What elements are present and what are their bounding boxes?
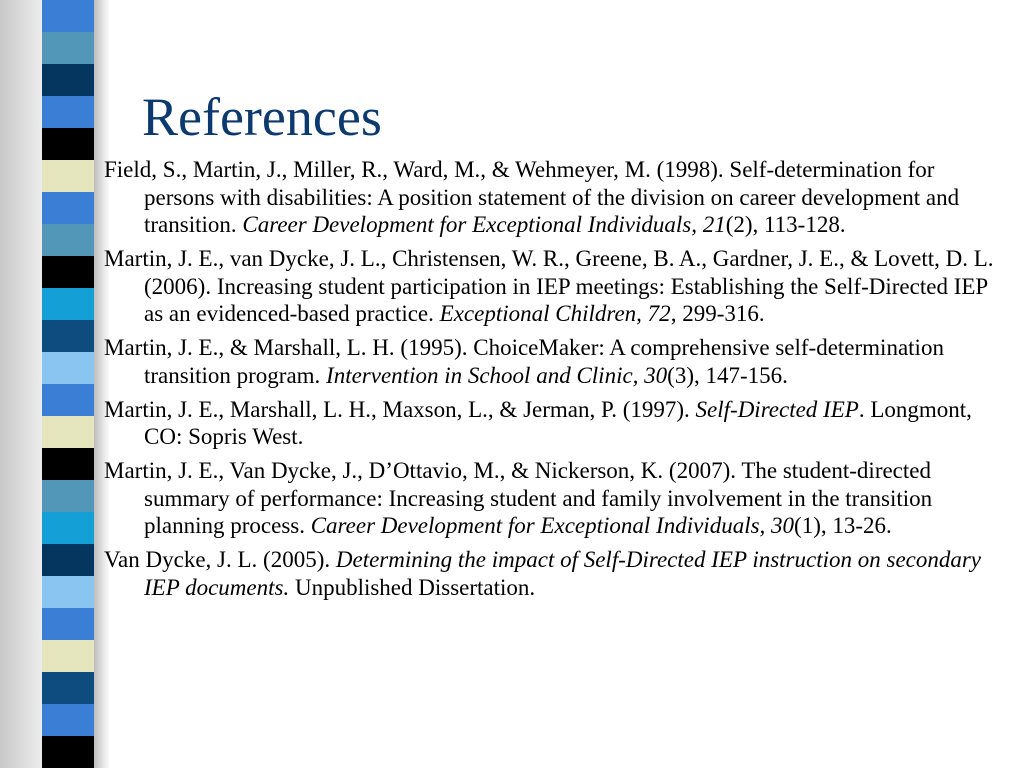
reference-text: (1), 13-26. [794,513,892,538]
stripe-band [42,640,94,673]
stripe-band [42,384,94,417]
stripe-band [42,320,94,353]
reference-text: Martin, J. E., Van Dycke, J., D’Ottavio, M., & Nickerson, K. (2007). The student-directed summary of performance: Increasing student and family involvement in the transition planning process. [104,458,933,538]
reference-source-title: Determining the impact of Self-Directed IEP instruction on secondary IEP documents. [144,547,982,600]
slide-title: References [142,87,382,147]
stripe-band [42,544,94,577]
reference-item [104,156,994,239]
stripe-band [42,416,94,449]
reference-item [104,546,994,601]
reference-source-title: Career Development for Exceptional Individuals, 30 [310,513,795,538]
stripe-band [42,288,94,321]
reference-source-title: Career Development for Exceptional Individuals, 21 [242,212,726,237]
stripe-band [42,608,94,641]
stripe-band [42,576,94,609]
reference-text: Martin, J. E., Marshall, L. H., Maxson, L., & Jerman, P. (1997). [104,396,696,422]
reference-item [104,245,994,328]
stripe-band [42,672,94,705]
reference-source-title: Exceptional Children, 72 [439,301,671,326]
stripe-band [42,160,94,193]
stripe-band [42,128,94,161]
stripe-band [42,32,94,65]
reference-text: . Longmont, CO: Sopris West. [144,396,972,449]
reference-list [104,156,994,608]
stripe-band [42,736,94,768]
reference-text: Martin, J. E., & Marshall, L. H. (1995). ChoiceMaker: A comprehensive self-determination transition program. [104,335,944,388]
reference-text: (3), 147-156. [667,362,788,388]
stripe-band [42,256,94,289]
stripe-band [42,448,94,481]
reference-text: (2), 113-128. [725,212,846,237]
stripe-band [42,352,94,385]
reference-text: Field, S., Martin, J., Miller, R., Ward, M., & Wehmeyer, M. (1998). Self-determination for persons with disabilities: A position statement of the division on career development and transition. [104,157,960,237]
stripe-band [42,480,94,513]
stripe-band [42,192,94,225]
reference-text: Unpublished Dissertation. [289,574,536,600]
reference-item [104,334,994,389]
stripe-band [42,0,94,33]
reference-text: Martin, J. E., van Dycke, J. L., Christensen, W. R., Greene, B. A., Gardner, J. E., & Lovett, D. L. (2006). Increasing student participation in IEP meetings: Establishing the Self-Directed IEP as an evidenced-based practice. [104,246,994,326]
stripe-band [42,64,94,97]
reference-text: , 299-316. [670,301,765,326]
stripe-band [42,704,94,737]
stripe-band [42,224,94,257]
reference-text: Van Dycke, J. L. (2005). [104,547,336,572]
stripe-band [42,96,94,129]
reference-item [104,457,994,540]
decorative-stripe [42,0,94,768]
stripe-shadow-left [0,0,42,768]
reference-source-title: Intervention in School and Clinic, 30 [326,362,668,388]
stripe-band [42,512,94,545]
reference-item [104,396,994,451]
reference-source-title: Self-Directed IEP [695,396,859,422]
